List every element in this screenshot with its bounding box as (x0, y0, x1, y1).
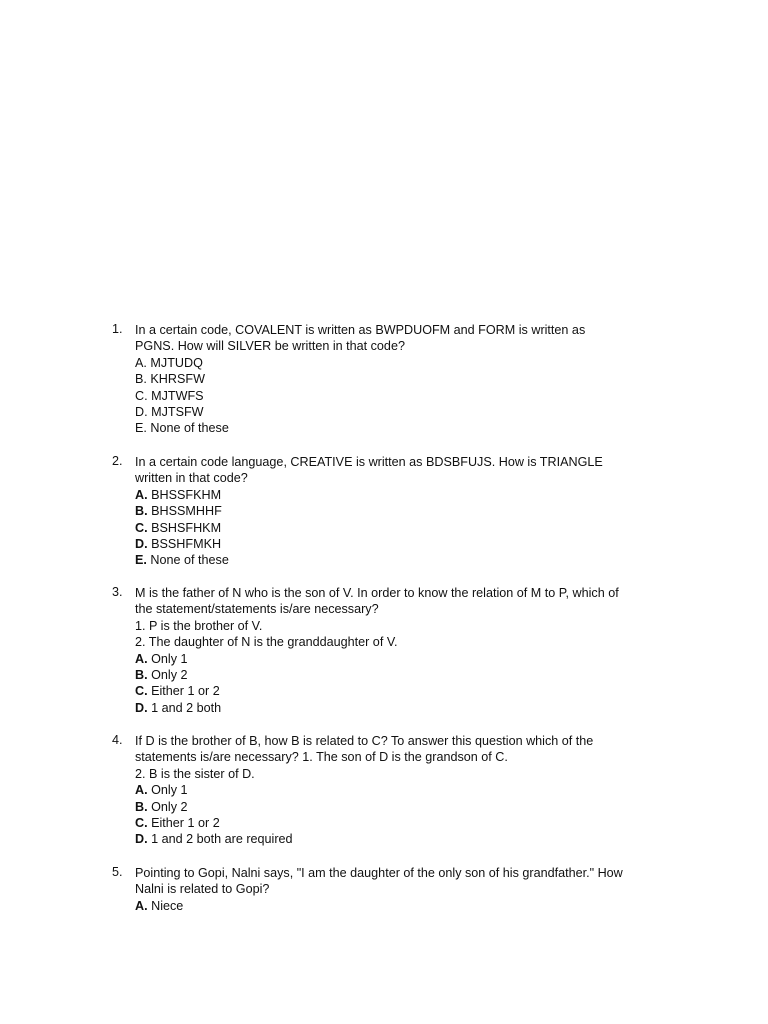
option-text: Only 1 (151, 651, 188, 666)
statement-line: 1. P is the brother of V. (135, 618, 263, 633)
option-text: MJTUDQ (150, 355, 203, 370)
option-text: MJTSFW (151, 404, 204, 419)
option-text: BSHSFHKM (151, 520, 222, 535)
question-text-line: Pointing to Gopi, Nalni says, "I am the daughter of the only son of his grandfather." How (135, 866, 623, 880)
option-letter: B. (135, 504, 148, 519)
option-letter: E. (135, 553, 147, 568)
option-e (135, 420, 692, 436)
option-text: MJTWFS (151, 388, 204, 403)
option-text: None of these (150, 553, 229, 568)
question-text-line: M is the father of N who is the son of V. In order to know the relation of M to P, which of (135, 586, 619, 600)
option-e (135, 552, 692, 568)
option-b (135, 799, 692, 815)
option-c (135, 815, 692, 831)
question-2 (112, 454, 692, 569)
option-letter: C. (135, 684, 148, 699)
statement-line: 2. The daughter of N is the granddaughter of V. (135, 635, 398, 650)
question-number: 2. (112, 454, 123, 468)
option-text: Niece (151, 898, 184, 913)
option-letter: A. (135, 898, 148, 913)
question-text-line: In a certain code language, CREATIVE is written as BDSBFUJS. How is TRIANGLE (135, 455, 603, 469)
option-b (135, 667, 692, 683)
option-letter: C. (135, 815, 148, 830)
option-letter: D. (135, 536, 148, 551)
option-letter: B. (135, 372, 147, 387)
option-letter: D. (135, 404, 148, 419)
option-text: 1 and 2 both (151, 700, 222, 715)
question-text-line: the statement/statements is/are necessary? (135, 602, 379, 617)
question-text-line: If D is the brother of B, how B is related to C? To answer this question which of the (135, 734, 594, 748)
option-a (135, 782, 692, 798)
question-number: 1. (112, 322, 123, 336)
question-4 (112, 733, 692, 848)
question-number: 5. (112, 865, 123, 879)
option-text: Only 1 (151, 783, 188, 798)
option-letter: A. (135, 783, 148, 798)
question-text-line: PGNS. How will SILVER be written in that code? (135, 339, 405, 354)
question-text-line: written in that code? (135, 471, 248, 486)
statement-line: 2. B is the sister of D. (135, 766, 255, 781)
option-letter: A. (135, 651, 148, 666)
option-letter: A. (135, 355, 147, 370)
option-letter: C. (135, 388, 148, 403)
option-c (135, 520, 692, 536)
option-d (135, 404, 692, 420)
option-c (135, 388, 692, 404)
option-a (135, 898, 692, 914)
option-d (135, 700, 692, 716)
option-letter: A. (135, 487, 148, 502)
option-text: BSSHFMKH (151, 536, 222, 551)
question-3 (112, 585, 692, 716)
option-a (135, 355, 692, 371)
option-d (135, 831, 692, 847)
option-text: Only 2 (151, 799, 188, 814)
option-text: None of these (150, 421, 229, 436)
option-b (135, 503, 692, 519)
option-text: 1 and 2 both are required (151, 832, 293, 847)
option-text: BHSSFKHM (151, 487, 222, 502)
option-letter: D. (135, 700, 148, 715)
option-a (135, 651, 692, 667)
option-c (135, 683, 692, 699)
option-text: Only 2 (151, 667, 188, 682)
option-letter: B. (135, 667, 148, 682)
option-text: BHSSMHHF (151, 504, 222, 519)
option-a (135, 487, 692, 503)
option-b (135, 371, 692, 387)
option-letter: C. (135, 520, 148, 535)
option-text: Either 1 or 2 (151, 815, 220, 830)
option-letter: E. (135, 421, 147, 436)
question-text-line: Nalni is related to Gopi? (135, 882, 270, 897)
question-1 (112, 322, 692, 437)
question-number: 4. (112, 733, 123, 747)
question-5 (112, 865, 692, 914)
option-letter: D. (135, 832, 148, 847)
question-text-line: In a certain code, COVALENT is written as BWPDUOFM and FORM is written as (135, 323, 586, 337)
option-text: KHRSFW (150, 372, 205, 387)
question-number: 3. (112, 585, 123, 599)
option-d (135, 536, 692, 552)
option-letter: B. (135, 799, 148, 814)
option-text: Either 1 or 2 (151, 684, 220, 699)
question-text-line: statements is/are necessary? 1. The son of D is the grandson of C. (135, 750, 508, 765)
